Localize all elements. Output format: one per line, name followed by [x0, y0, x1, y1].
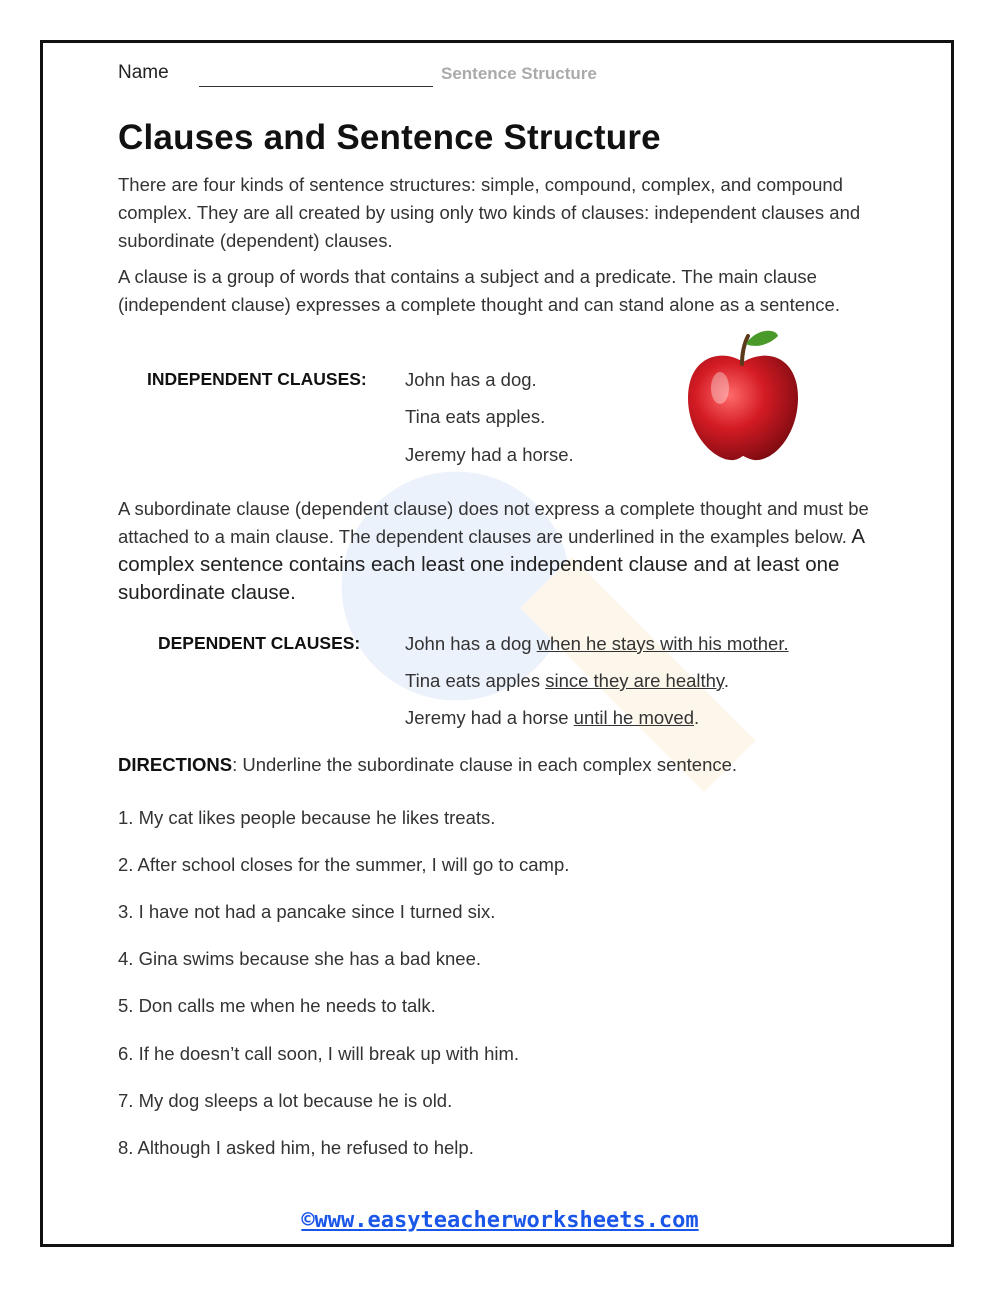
independent-example: Jeremy had a horse.	[405, 444, 574, 465]
exercise-item[interactable]: 6. If he doesn’t call soon, I will break up with him.	[118, 1043, 520, 1064]
dependent-example	[405, 633, 789, 655]
complex-sentence-definition: A complex sentence contains each least one independent clause and at least one subordinate clause.	[118, 525, 864, 604]
main-clause: Jeremy had a horse	[405, 707, 574, 728]
independent-example: Tina eats apples.	[405, 406, 546, 427]
dependent-clauses-label: DEPENDENT CLAUSES:	[158, 633, 361, 653]
exercise-item[interactable]: 3. I have not had a pancake since I turned six.	[118, 901, 496, 922]
intro-paragraph-2: A clause is a group of words that contains a subject and a predicate. The main clause (independent clause) expresses a complete thought and can stand alone as a sentence.	[118, 266, 840, 315]
page-title: Clauses and Sentence Structure	[118, 118, 661, 157]
directions-label: DIRECTIONS	[118, 754, 233, 775]
exercise-item[interactable]: 4. Gina swims because she has a bad knee.	[118, 948, 482, 969]
subordinate-clause: until he moved	[573, 707, 694, 728]
exercise-item[interactable]: 8. Although I asked him, he refused to help.	[118, 1137, 474, 1158]
name-field[interactable]	[199, 86, 433, 87]
dependent-example	[405, 670, 729, 692]
header-tag: Sentence Structure	[441, 64, 597, 83]
main-clause: Tina eats apples	[405, 670, 546, 691]
main-clause: John has a dog	[405, 633, 537, 654]
subordinate-paragraph	[118, 495, 888, 607]
independent-clauses-label: INDEPENDENT CLAUSES:	[147, 369, 367, 389]
sentence-end: .	[723, 670, 729, 691]
subordinate-clause: since they are healthy	[545, 670, 724, 691]
intro-paragraph-1: There are four kinds of sentence structures: simple, compound, complex, and compound complex. They are all created by using only two kinds of clauses: independent clauses and subordinate (dependent) clauses.	[118, 174, 861, 251]
subordinate-clause: when he stays with his mother.	[536, 633, 789, 654]
directions-text: : Underline the subordinate clause in each complex sentence.	[232, 754, 738, 775]
footer-link[interactable]: ©www.easyteacherworksheets.com	[301, 1208, 699, 1233]
subordinate-paragraph-text: A subordinate clause (dependent clause) does not express a complete thought and must be attached to a main clause. The dependent clauses are underlined in the examples below.	[118, 498, 869, 547]
independent-example: John has a dog.	[405, 369, 537, 390]
dependent-example	[405, 707, 699, 729]
apple-icon	[682, 326, 804, 466]
exercise-item[interactable]: 1. My cat likes people because he likes treats.	[118, 807, 496, 828]
directions	[118, 754, 737, 776]
exercise-item[interactable]: 2. After school closes for the summer, I will go to camp.	[118, 854, 570, 875]
exercise-item[interactable]: 7. My dog sleeps a lot because he is old.	[118, 1090, 453, 1111]
name-label: Name	[118, 62, 169, 83]
sentence-end: .	[693, 707, 700, 728]
exercise-item[interactable]: 5. Don calls me when he needs to talk.	[118, 995, 436, 1016]
